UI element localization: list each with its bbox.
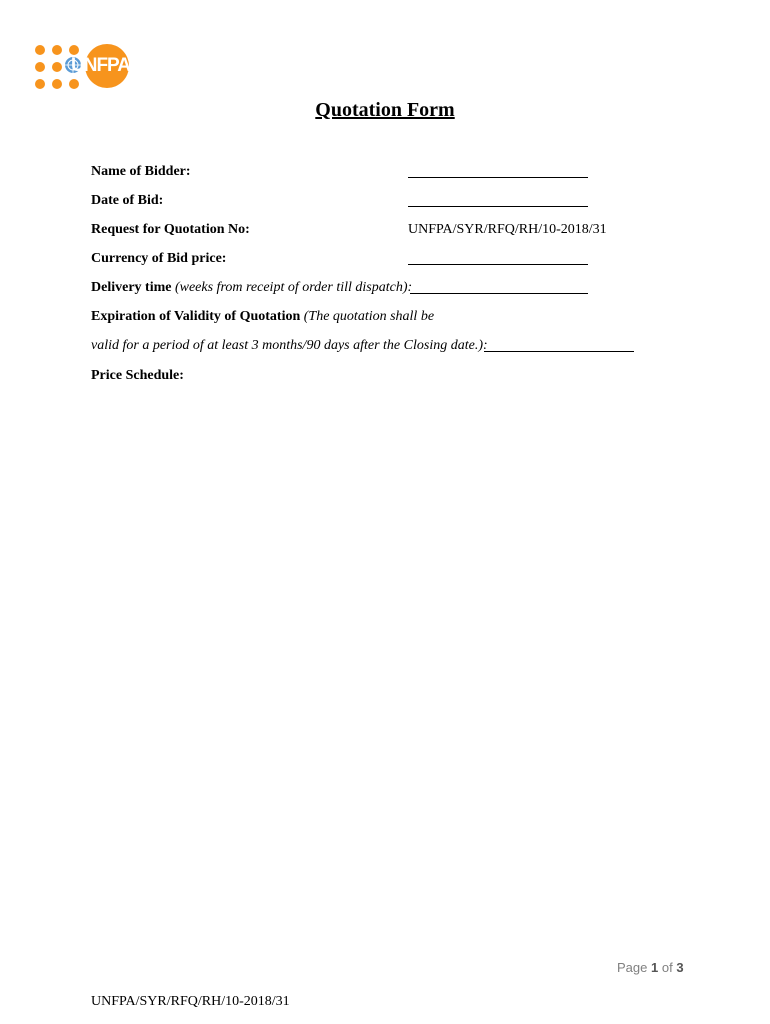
rfq-no-value: UNFPA/SYR/RFQ/RH/10-2018/31	[408, 222, 607, 237]
currency-field[interactable]	[408, 264, 588, 265]
validity-field[interactable]	[484, 351, 634, 352]
logo-text: UNFPA	[71, 55, 131, 76]
bidder-name-label: Name of Bidder:	[91, 164, 191, 179]
validity-row	[91, 308, 434, 326]
delivery-time-label: Delivery time	[91, 280, 172, 295]
footer-reference: UNFPA/SYR/RFQ/RH/10-2018/31	[91, 994, 290, 1009]
validity-note-line1: (The quotation shall be	[303, 309, 435, 324]
validity-label: Expiration of Validity of Quotation	[91, 309, 301, 324]
rfq-no-label: Request for Quotation No:	[91, 222, 250, 237]
page-number: Page 1 of 3	[617, 960, 684, 975]
delivery-time-row	[91, 279, 412, 297]
bidder-name-field[interactable]	[408, 177, 588, 178]
bid-date-field[interactable]	[408, 206, 588, 207]
price-schedule-label: Price Schedule:	[91, 368, 184, 383]
page-title: Quotation Form	[315, 99, 455, 121]
delivery-time-note: (weeks from receipt of order till dispatch):	[174, 280, 413, 295]
delivery-time-field[interactable]	[410, 293, 588, 294]
validity-note-line2: valid for a period of at least 3 months/90 days after the Closing date.):	[91, 338, 488, 353]
currency-label: Currency of Bid price:	[91, 251, 227, 266]
bid-date-label: Date of Bid:	[91, 193, 164, 208]
unfpa-logo	[33, 42, 133, 92]
